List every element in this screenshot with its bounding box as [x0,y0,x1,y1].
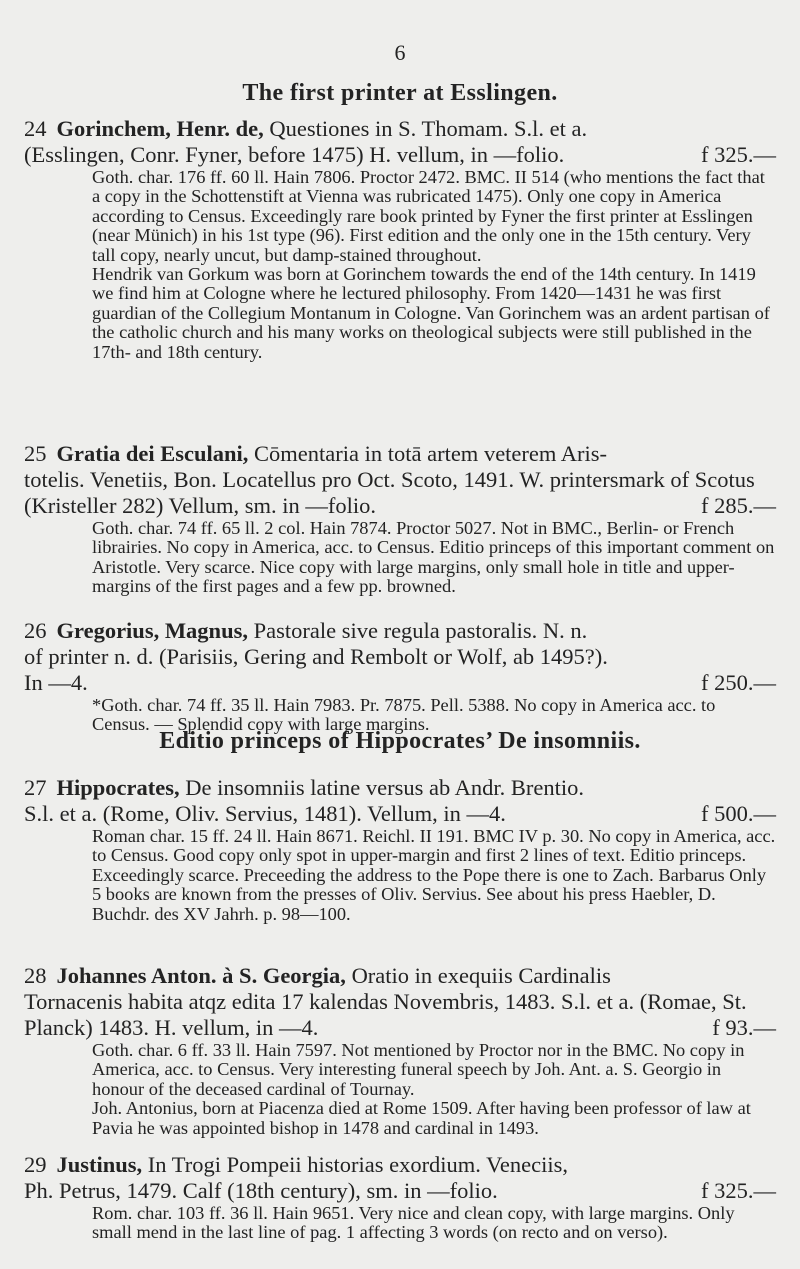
entry-description: Goth. char. 6 ff. 33 ll. Hain 7597. Not mentioned by Proctor nor in the BMC. No copy in America, acc. to Census. Very interesting funeral speech by Joh. Ant. a. S. Georgio in honour of the deceased cardinal of Tournay. [92,1040,745,1099]
entry-title: In Trogi Pompeii historias exordium. Veneciis, [142,1152,569,1177]
entry-author: Gratia dei Esculani, [56,441,249,466]
catalogue-entry-27 [24,775,776,924]
page-number: 6 [394,40,406,65]
entry-number: 27 [24,775,47,800]
entry-description: Goth. char. 176 ff. 60 ll. Hain 7806. Proctor 2472. BMC. II 514 (who mentions the fact that a copy in the Schottenstift at Vienna was rubricated 1475). Only one copy in America according to Census. Exceedingly rare book printed by Fyner the first printer at Esslingen (near Münich) in his 1st type (96). First edition and the only one in the 15th century. Very tall copy, nearly uncut, but damp-stained throughout. [92,167,765,265]
entry-note: Joh. Antonius, born at Piacenza died at Rome 1509. After having been professor of law at Pavia he was appointed bishop in 1478 and cardinal in 1493. [92,1098,751,1138]
entry-number: 24 [24,116,47,141]
entry-format: In —4. [24,670,88,695]
entry-title: Pastorale sive regula pastoralis. N. n. [247,618,588,643]
entry-number: 28 [24,963,47,988]
entry-price: f 500.— [701,801,776,826]
entry-price: f 325.— [701,1178,776,1203]
entry-author: Johannes Anton. à S. Georgia, [56,963,346,988]
catalogue-entry-24 [24,116,776,362]
entry-number: 26 [24,618,47,643]
catalogue-entry-25 [24,441,776,597]
entry-author: Justinus, [56,1152,143,1177]
catalogue-entry-26 [24,618,776,735]
catalogue-entry-28 [24,963,776,1138]
entry-author: Hippocrates, [56,775,180,800]
entry-imprint: S.l. et a. (Rome, Oliv. Servius, 1481). Vellum, in —4. [24,801,506,826]
entry-author: Gorinchem, Henr. de, [56,116,264,141]
entry-price: f 285.— [701,493,776,518]
section-heading-esslingen: The first printer at Esslingen. [242,80,558,106]
entry-description: Rom. char. 103 ff. 36 ll. Hain 9651. Very nice and clean copy, with large margins. Only small mend in the last line of pag. 1 affecting 3 words (on recto and on verso). [92,1203,735,1243]
entry-imprint: (Esslingen, Conr. Fyner, before 1475) H. vellum, in —folio. [24,142,565,167]
entry-description: Roman char. 15 ff. 24 ll. Hain 8671. Reichl. II 191. BMC IV p. 30. No copy in America, acc. to Census. Good copy only spot in upper-margin and first 2 lines of text. Editio princeps. Exceedingly scarce. Preceeding the address to the Pope there is one to Zach. Barbarus Only 5 books are known from the presses of Oliv. Servius. See about his press Haebler, D. Buchdr. des XV Jahrh. p. 98—100. [92,826,776,924]
entry-description: Goth. char. 74 ff. 65 ll. 2 col. Hain 7874. Proctor 5027. Not in BMC., Berlin- or French librairies. No copy in America, acc. to Census. Editio princeps of this important comment on Aristotle. Very scarce. Nice copy with large margins, only small hole in title and upper-margins of the first pages and a few pp. browned. [92,518,775,597]
entry-imprint: of printer n. d. (Parisiis, Gering and Rembolt or Wolf, ab 1495?). [24,644,608,669]
entry-title: De insomniis latine versus ab Andr. Brentio. [179,775,584,800]
entry-price: f 93.— [712,1015,776,1040]
entry-imprint: totelis. Venetiis, Bon. Locatellus pro Oct. Scoto, 1491. W. printersmark of Scotus (Kristeller 282) Vellum, sm. in —folio. [24,467,755,518]
entry-number: 25 [24,441,47,466]
entry-title: Questiones in S. Thomam. S.l. et a. [263,116,588,141]
entry-price: f 325.— [701,142,776,167]
catalogue-entry-29 [24,1152,776,1243]
entry-imprint: Tornacenis habita atqz edita 17 kalendas Novembris, 1483. S.l. et a. (Romae, St. Planck) 1483. H. vellum, in —4. [24,989,747,1040]
entry-price: f 250.— [701,670,776,695]
entry-imprint: Ph. Petrus, 1479. Calf (18th century), sm. in —folio. [24,1178,498,1203]
entry-number: 29 [24,1152,47,1177]
entry-title: Oratio in exequiis Cardinalis [345,963,611,988]
section-heading-hippocrates: Editio princeps of Hippocrates’ De insomniis. [159,728,641,754]
entry-note: Hendrik van Gorkum was born at Gorinchem towards the end of the 14th century. In 1419 we find him at Cologne where he lectured philosophy. From 1420—1431 he was first guardian of the Collegium Montanum in Cologne. Van Gorinchem was an ardent partisan of the catholic church and his many works on theological subjects were still published in the 17th- and 18th century. [92,264,770,362]
entry-description: *Goth. char. 74 ff. 35 ll. Hain 7983. Pr. 7875. Pell. 5388. No copy in America acc. to Census. — Splendid copy with large margins. [92,695,716,735]
entry-author: Gregorius, Magnus, [56,618,248,643]
entry-title: Cōmentaria in totā artem veterem Aris- [248,441,608,466]
